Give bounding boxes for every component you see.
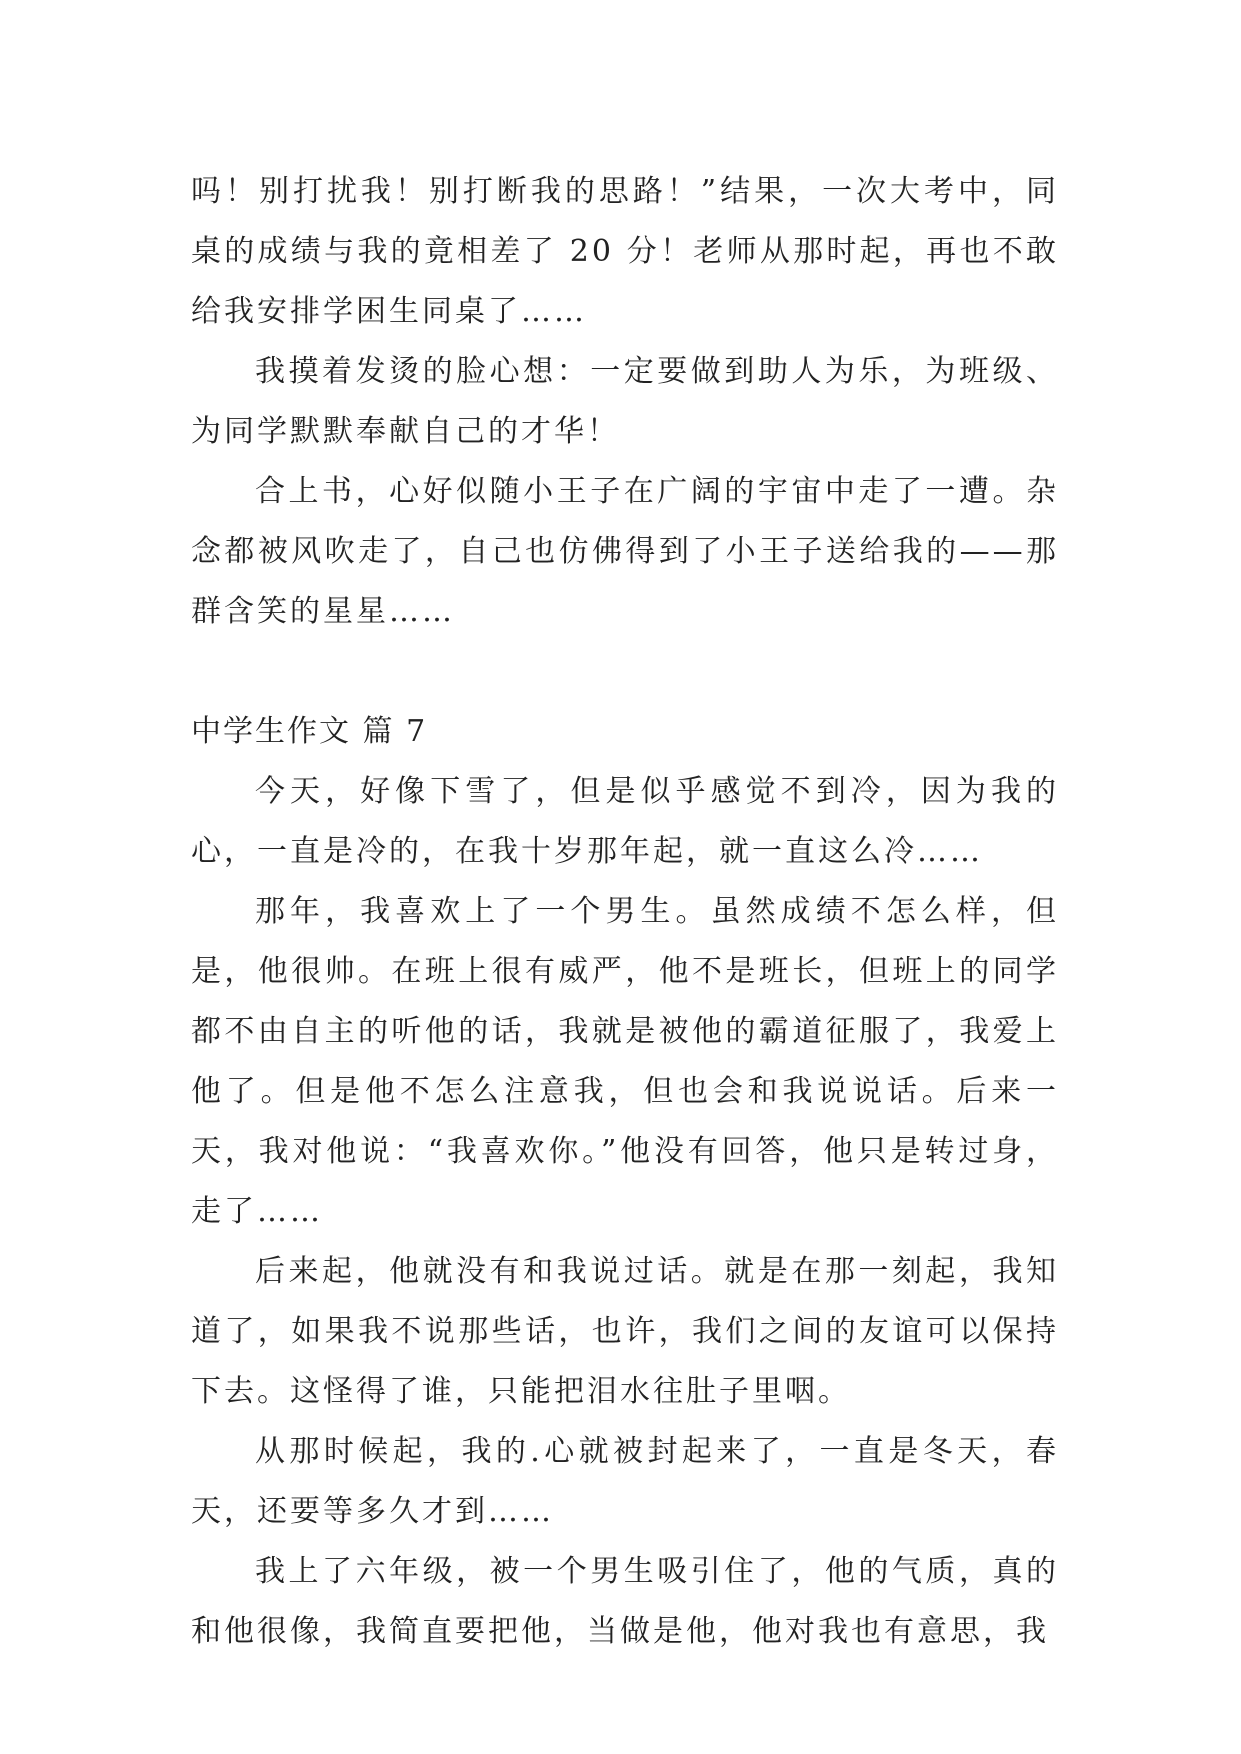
document-page bbox=[191, 162, 1059, 1662]
paragraph: 今天，好像下雪了，但是似乎感觉不到冷，因为我的心，一直是冷的，在我十岁那年起，就一直这么冷…… bbox=[191, 774, 1059, 869]
paragraph: 合上书，心好似随小王子在广阔的宇宙中走了一遭。杂念都被风吹走了，自己也仿佛得到了小王子送给我的——那群含笑的星星…… bbox=[191, 474, 1059, 629]
paragraph: 我摸着发烫的脸心想：一定要做到助人为乐，为班级、为同学默默奉献自己的才华！ bbox=[191, 354, 1059, 449]
paragraph: 我上了六年级，被一个男生吸引住了，他的气质，真的和他很像，我简直要把他，当做是他，他对我也有意思，我 bbox=[191, 1554, 1059, 1649]
section-title: 中学生作文 篇 7 bbox=[191, 714, 428, 749]
paragraph: 从那时候起，我的.心就被封起来了，一直是冬天，春天，还要等多久才到…… bbox=[191, 1434, 1059, 1529]
paragraph: 那年，我喜欢上了一个男生。虽然成绩不怎么样，但是，他很帅。在班上很有威严，他不是班长，但班上的同学都不由自主的听他的话，我就是被他的霸道征服了，我爱上他了。但是他不怎么注意我，但也会和我说说话。后来一天，我对他说：“我喜欢你。”他没有回答，他只是转过身，走了…… bbox=[191, 894, 1059, 1229]
paragraph: 后来起，他就没有和我说过话。就是在那一刻起，我知道了，如果我不说那些话，也许，我们之间的友谊可以保持下去。这怪得了谁，只能把泪水往肚子里咽。 bbox=[191, 1254, 1059, 1409]
paragraph-continuation: 吗！别打扰我！别打断我的思路！”结果，一次大考中，同桌的成绩与我的竟相差了 20 分！老师从那时起，再也不敢给我安排学困生同桌了…… bbox=[191, 174, 1059, 329]
